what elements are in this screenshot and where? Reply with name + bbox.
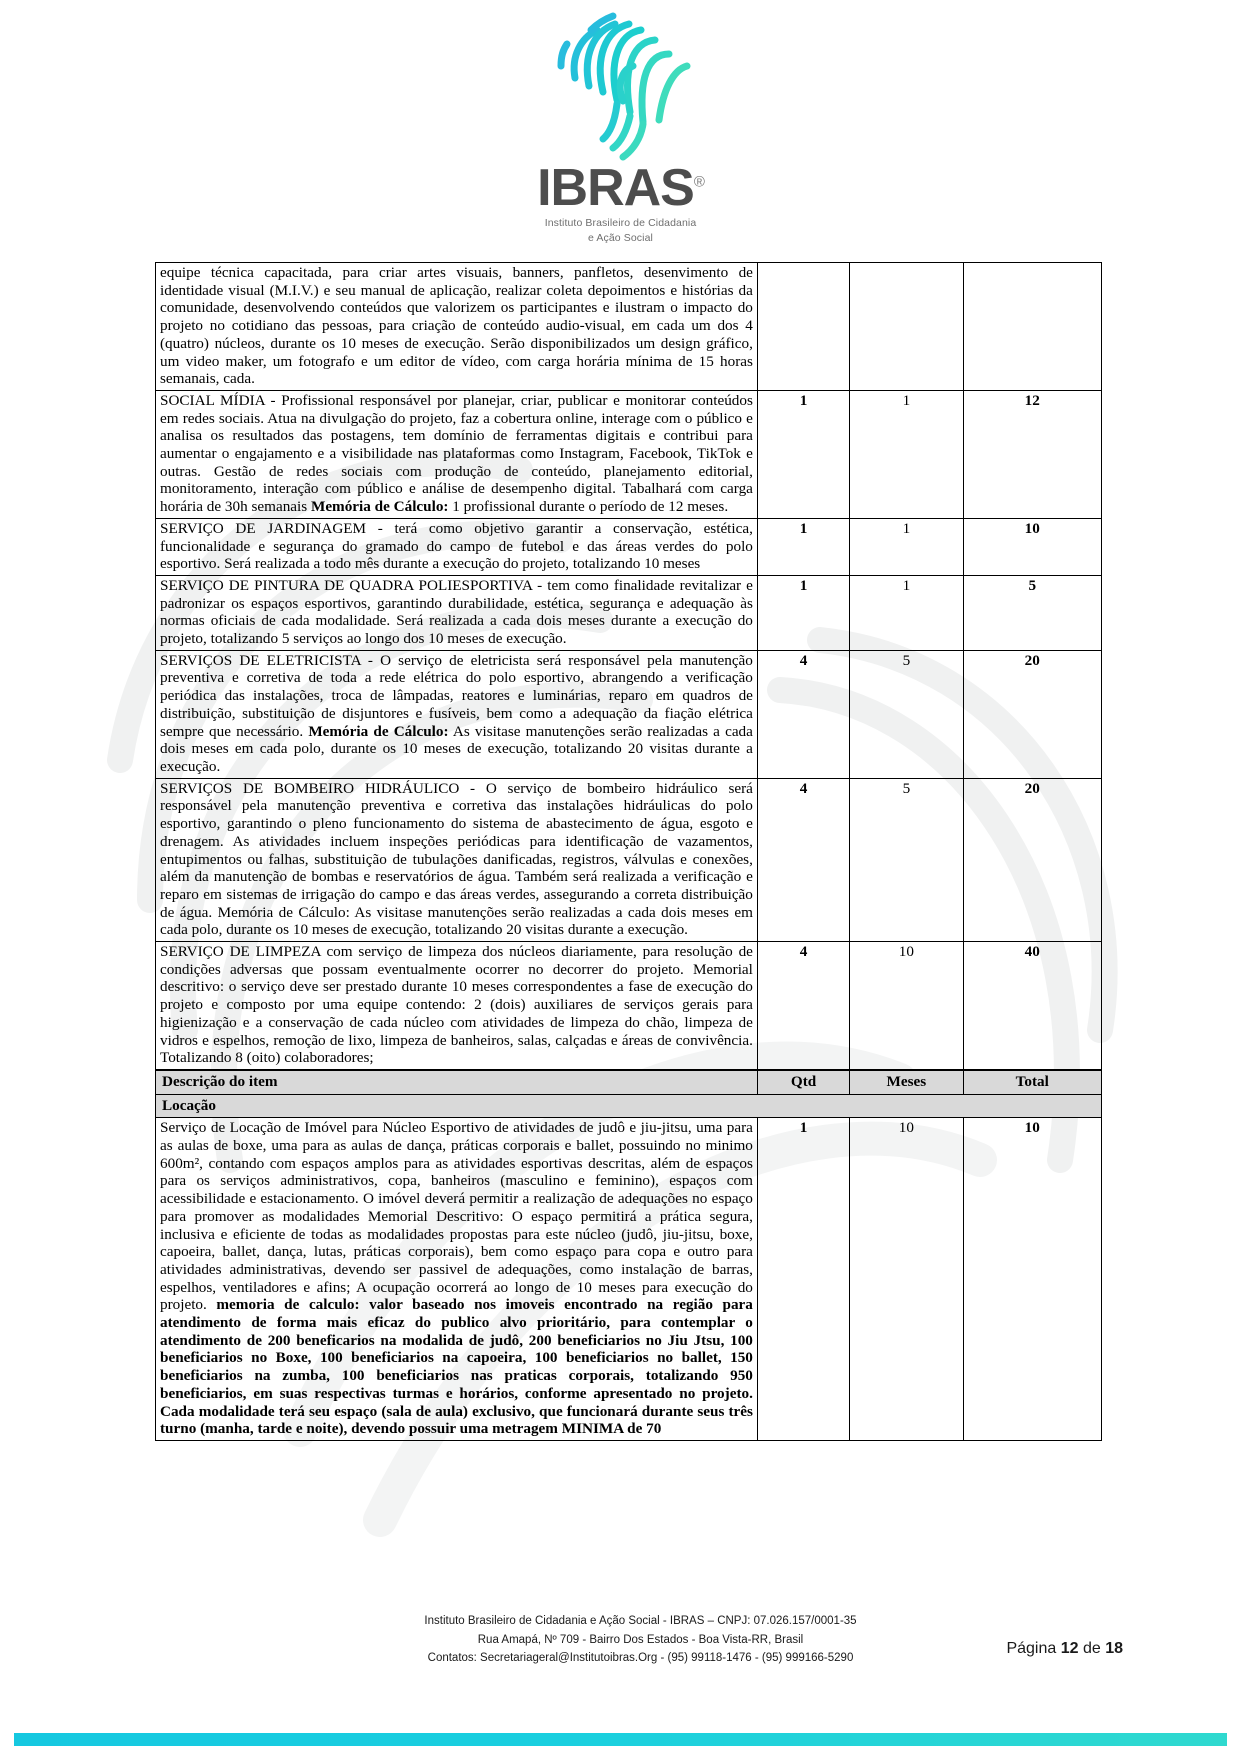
row-meses: 1	[850, 390, 963, 518]
row-qtd: 1	[757, 1118, 849, 1441]
row-description-emphasis: memoria de calculo: valor baseado nos imoveis encontrado na região para atendimento de forma mais eficaz do publico alvo prioritário, para contemplar o atendimento de 200 beneficarios na modalida de judô, 200 beneficiarios no Jiu Jtsu, 100 beneficiarios no Boxe, 100 beneficiarios na capoeira, 100 beneficiarios no ballet, 150 beneficiarios na zumba, 100 beneficiarios nas praticas corporais, totalizando 950 beneficiarios, em suas respectivas turmas e horários, conforme apresentado no projeto. Cada modalidade terá seu espaço (sala de aula) exclusivo, que funcionará durante seus três turno (manha, tarde e noite), devendo possuir uma metragem MINIMA de 70	[160, 1296, 753, 1438]
row-description: SERVIÇO DE PINTURA DE QUADRA POLIESPORTIVA - tem como finalidade revitalizar e padronizar os espaços esportivos, garantindo durabilidade, estética, segurança e adequação às normas oficiais de cada modalidade. Será realizada a cada dois meses durante a execução do projeto, totalizando 5 serviços ao longo dos 10 meses de execução.	[156, 575, 758, 650]
row-total: 10	[963, 518, 1101, 575]
row-description-emphasis: Memória de Cálculo:	[310, 498, 449, 516]
row-description: SERVIÇO DE LIMPEZA com serviço de limpeza dos núcleos diariamente, para resolução de condições adversas que possam eventualmente ocorrer no decorrer do projeto. Memorial descritivo: o serviço deve ser prestado durante 10 meses correspondentes a fase de execução do projeto e composto por uma equipe contendo: 2 (dois) auxiliares de serviços gerais para higienização e a conservação de cada núcleo com atividades de limpeza do chão, limpeza de vidros e espelhos, remoção de lixo, limpeza de banheiros, salas, calçadas e áreas de convivência. Totalizando 8 (oito) colaboradores;	[156, 942, 758, 1070]
row-description: equipe técnica capacitada, para criar artes visuais, banners, panfletos, desenvimento de identidade visual (M.I.V.) e seu manual de aplicação, realizar coleta depoimentos e histórias da comunidade, desenvolvendo conteúdos que valorizem os participantes e ilustram o impacto do projeto no cotidiano das pessoas, para criação de conteúdo audio-visual, em cada um dos 4 (quatro) núcleos, durante os 10 meses de execução. Serão disponibilizados um design gráfico, um video maker, um fotografo e um editor de vídeo, com carga horária mínima de 15 horas semanais, cada.	[156, 263, 758, 391]
row-description-text: SOCIAL MÍDIA - Profissional responsável por planejar, criar, publicar e monitorar conteúdos em redes sociais. Atua na divulgação do projeto, faz a cobertura online, interage com o público e analisa os resultados das postagens, tem domínio de ferramentas digitais e contribui para aumentar o engajamento e a visibilidade nas plataformas como Instagram, Facebook, TikTok e outras. Gestão de redes sociais com produção de conteúdo, planejamento editorial, monitoramento, interação com público e análise de desempenho digital. Tabalhará com carga horária de 30h semanais	[160, 391, 753, 516]
row-total: 10	[963, 1118, 1101, 1441]
registered-trademark-icon: ®	[693, 173, 704, 191]
row-total: 40	[963, 942, 1101, 1070]
row-meses: 10	[850, 942, 963, 1070]
row-meses: 1	[850, 518, 963, 575]
header-meses: Meses	[850, 1070, 963, 1094]
row-total: 20	[963, 650, 1101, 778]
row-description-text: Serviço de Locação de Imóvel para Núcleo Esportivo de atividades de judô e jiu-jitsu, uma para as aulas de boxe, uma para as aulas de dança, práticas corporais e ballet, possuindo no minimo 600m², contando com espaços amplos para as atividades esportivas descritas, além de espaços para os serviços administrativos, copa, banheiros (masculino e feminino), espaços com acessibilidade e estacionamento. O imóvel deverá permitir a realização de adequações no espaço para promover as modalidades Memorial Descritivo: O espaço permitirá a prática segura, inclusiva e eficiente de todas as modalidades propostas para este núcleo (judô, jiu-jitsu, boxe, capoeira, ballet, dança, lutas, práticas corporais), bem como espaço para copa e outro para atividades administrativas, devendo ser passivel de adequações, como instalação de barras, espelhos, ventiladores e afins; A ocupação ocorrerá ao longo de 10 meses para execução do projeto.	[160, 1119, 753, 1314]
logo-block	[0, 8, 1241, 245]
table-row	[156, 778, 1102, 941]
row-meses: 5	[850, 650, 963, 778]
table-row	[156, 263, 1102, 391]
footer-line-2: Rua Amapá, Nº 709 - Bairro Dos Estados - Boa Vista-RR, Brasil	[477, 1633, 804, 1646]
row-description	[156, 390, 758, 518]
row-qtd: 4	[757, 650, 849, 778]
page-mid: de	[1078, 1640, 1106, 1657]
page-footer	[0, 1612, 1241, 1668]
row-qtd: 4	[757, 778, 849, 941]
page-current: 12	[1060, 1640, 1079, 1657]
row-meses	[850, 263, 963, 391]
row-meses: 10	[850, 1118, 963, 1441]
logo-wordmark	[537, 159, 704, 217]
row-description-tail: As visitase manutenções serão realizadas a cada dois meses em cada polo, durante os 10 meses de execução, totalizando 20 visitas durante a execução.	[160, 722, 753, 775]
row-total: 12	[963, 390, 1101, 518]
table-row	[156, 390, 1102, 518]
section-label-locacao: Locação	[156, 1094, 1102, 1118]
row-description-tail: 1 profissional durante o período de 12 meses.	[448, 498, 729, 516]
table-row	[156, 575, 1102, 650]
bottom-accent-bar	[14, 1733, 1227, 1746]
row-total	[963, 263, 1101, 391]
table-row	[156, 650, 1102, 778]
row-description	[156, 650, 758, 778]
table-row	[156, 942, 1102, 1070]
row-description-emphasis: Memória de Cálculo:	[308, 722, 449, 740]
fingerprint-brazil-icon	[531, 8, 711, 168]
row-description-text: SERVIÇOS DE ELETRICISTA - O serviço de eletricista será responsável pela manutenção preventiva e corretiva de toda a rede elétrica do polo esportivo, abrangendo a verificação periódica das instalações, troca de lâmpadas, reatores e luminárias, reparo em quadros de distribuição, substituição de disjuntores e fusíveis, bem como a adequação da fiação elétrica sempre que necessário.	[160, 651, 753, 740]
row-meses: 1	[850, 575, 963, 650]
logo-subtitle-line1: Instituto Brasileiro de Cidadania	[544, 217, 697, 230]
row-qtd: 1	[757, 390, 849, 518]
row-qtd	[757, 263, 849, 391]
header-total: Total	[963, 1070, 1101, 1094]
row-qtd: 4	[757, 942, 849, 1070]
table-row	[156, 518, 1102, 575]
table-section-row	[156, 1094, 1102, 1118]
footer-line-1: Instituto Brasileiro de Cidadania e Ação Social - IBRAS – CNPJ: 07.026.157/0001-35	[424, 1615, 857, 1627]
logo-subtitle-line2: e Ação Social	[588, 231, 653, 244]
row-description: SERVIÇO DE JARDINAGEM - terá como objetivo garantir a conservação, estética, funcionalidade e segurança do gramado do campo de futebol e das áreas verdes do polo esportivo. Será realizada a todo mês durante a execução do projeto, totalizando 10 meses	[156, 518, 758, 575]
page-prefix: Página	[1006, 1640, 1061, 1657]
footer-line-3: Contatos: Secretariageral@Institutoibras.Org - (95) 99118-1476 - (95) 999166-5290	[427, 1652, 854, 1665]
table-row	[156, 1118, 1102, 1441]
logo-wordmark-text: IBRAS	[537, 159, 694, 217]
row-description	[156, 1118, 758, 1441]
row-total: 20	[963, 778, 1101, 941]
header-qtd: Qtd	[757, 1070, 849, 1094]
row-qtd: 1	[757, 518, 849, 575]
page-total: 18	[1105, 1640, 1123, 1657]
items-table	[155, 262, 1102, 1441]
page-number-indicator	[1006, 1640, 1123, 1658]
row-total: 5	[963, 575, 1101, 650]
table-header-row	[156, 1070, 1102, 1094]
header-descricao: Descrição do item	[156, 1070, 758, 1094]
row-description: SERVIÇOS DE BOMBEIRO HIDRÁULICO - O serviço de bombeiro hidráulico será responsável pela manutenção preventiva e corretiva das instalações hidráulicas do polo esportivo, garantindo o pleno funcionamento do sistema de abastecimento de água, esgoto e drenagem. As atividades incluem inspeções periódicas para identificação de vazamentos, entupimentos ou falhas, substituição de tubulações danificadas, registros, válvulas e conexões, além da manutenção de bombas e reservatórios de água. Também será realizada a verificação e reparo em sistemas de irrigação do campo e das áreas verdes, assegurando a correta distribuição de água. Memória de Cálculo: As visitase manutenções serão realizadas a cada dois meses em cada polo, durante os 10 meses de execução, totalizando 20 visitas durante a execução.	[156, 778, 758, 941]
row-qtd: 1	[757, 575, 849, 650]
row-meses: 5	[850, 778, 963, 941]
